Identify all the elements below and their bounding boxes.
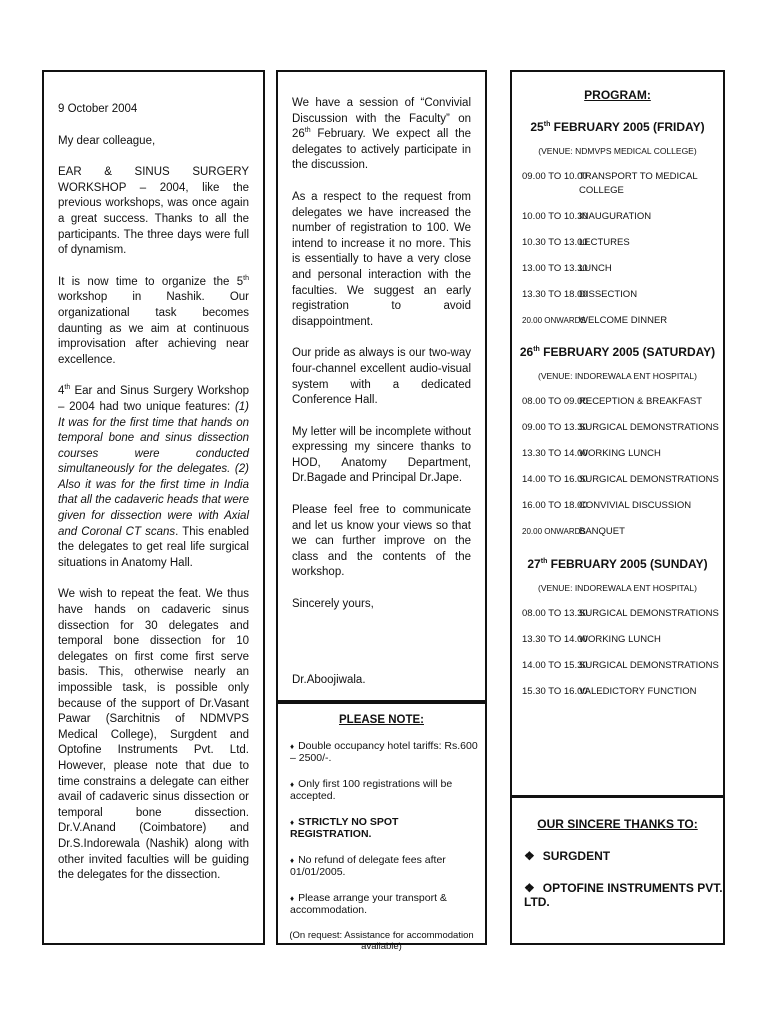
letter-paragraph-5: We have a session of “Convivial Discussion with the Faculty” on 26th February. We expect all the delegates to actively participate in the discussion. xyxy=(292,97,471,172)
letter-paragraph-3: 4th Ear and Sinus Surgery Workshop – 2004 had two unique features: (1) It was for the first time that hands on temporal bone and sinus dissection courses were conducted simultaneously for the delegates. (2) Also it was for the first time in India that all the cadaveric heads that were given for dissection were with Axial and Coronal CT scans. This enabled the delegates to get real life surgical situations in Anatomy Hall. xyxy=(58,384,249,569)
note-item: ♦ Please arrange your transport & accommodation. xyxy=(290,892,447,916)
schedule-row: 14.00 TO 15.30 SURGICAL DEMONSTRATIONS xyxy=(522,659,719,671)
schedule-row: 13.00 TO 13.30 LUNCH xyxy=(522,262,612,274)
note-item: ♦ Double occupancy hotel tariffs: Rs.600 – 2500/-. xyxy=(290,740,478,764)
diamond-bullet-icon: ♦ xyxy=(290,742,295,751)
letter-paragraph-7: Our pride as always is our two-way four-channel excellent audio-visual system with a dedicated Conference Hall. xyxy=(292,347,471,407)
note-item: ♦ No refund of delegate fees after 01/01/2005. xyxy=(290,854,446,878)
letter-paragraph-4: We wish to repeat the feat. We thus have hands on cadaveric sinus dissection for 30 delegates and temporal bone dissection for 10 delegates on first come first serve basis. This, otherwise nearly an impossible task, is possible only because of the support of Dr.Vasant Pawar (Sarchitnis of NDMVPS Medical College), Surgdent and Optofine Instruments Pvt. Ltd. However, please note that due to time constrains a delegate can either avail of cadaveric sinus dissection or temporal bone dissection. Dr.V.Anand (Coimbatore) and Dr.S.Indorewala (Nashik) along with other invited faculties will be guiding the delegates for the dissection. xyxy=(58,588,249,882)
schedule-row: 13.30 TO 14.00 WORKING LUNCH xyxy=(522,448,661,460)
schedule-row: 16.00 TO 18.00 CONVIVIAL DISCUSSION xyxy=(522,500,692,512)
schedule-row: 08.00 TO 13.30 SURGICAL DEMONSTRATIONS xyxy=(522,607,719,619)
diamond-bullet-icon: ♦ xyxy=(290,894,295,903)
program-box xyxy=(510,70,725,798)
day-venue: (VENUE: NDMVPS MEDICAL COLLEGE) xyxy=(538,146,697,156)
schedule-row: 10.30 TO 13.00 LECTURES xyxy=(522,236,630,248)
diamond-bullet-icon: ♦ xyxy=(290,818,295,827)
schedule-row: 08.00 TO 09.00 RECEPTION & BREAKFAST xyxy=(522,396,702,408)
thanks-item: ❖ SURGDENT xyxy=(524,849,611,863)
four-point-star-bullet-icon: ❖ xyxy=(524,881,535,895)
letter-paragraph-8: My letter will be incomplete without expressing my sincere thanks to HOD, Anatomy Department, Dr.Bagade and Principal Dr.Jape. xyxy=(292,425,471,485)
schedule-row: 10.00 TO 10.30 INAUGURATION xyxy=(522,210,652,222)
schedule-row: 13.30 TO 18.00 DISSECTION xyxy=(522,288,638,300)
note-item: ♦ Only first 100 registrations will be accepted. xyxy=(290,778,453,802)
letter-signature: Dr.Aboojiwala. xyxy=(292,673,366,686)
day-heading-saturday: 26th FEBRUARY 2005 (SATURDAY) xyxy=(519,345,716,360)
program-title: PROGRAM: xyxy=(584,88,651,102)
thanks-title: OUR SINCERE THANKS TO: xyxy=(537,817,698,831)
diamond-bullet-icon: ♦ xyxy=(290,780,295,789)
note-footnote: (On request: Assistance for accommodation available) xyxy=(289,930,474,952)
day-venue: (VENUE: INDOREWALA ENT HOSPITAL) xyxy=(537,582,697,593)
letter-paragraph-2: It is now time to organize the 5th workshop in Nashik. Our organizational task becomes daunting as we aim at continuous improvisation after achieving near excellence. xyxy=(58,274,249,366)
schedule-row: 09.00 TO 10.00 TRANSPORT TO MEDICAL COLLEGE xyxy=(522,171,698,196)
day-venue: (VENUE: INDOREWALA ENT HOSPITAL) xyxy=(537,371,697,382)
schedule-row: 20.00 ONWARDS WELCOME DINNER xyxy=(522,314,668,326)
please-note-box xyxy=(276,700,487,952)
letter-paragraph-1: EAR & SINUS SURGERY WORKSHOP – 2004, like the previous workshops, was once again a great success. Thanks to all the participants. The three days were full of dynamism. xyxy=(58,166,249,257)
schedule-row: 20.00 ONWARDS BANQUET xyxy=(522,526,625,538)
please-note-title: PLEASE NOTE: xyxy=(339,714,424,726)
schedule-row: 13.30 TO 14.00 WORKING LUNCH xyxy=(522,633,661,645)
day-heading-friday: 25th FEBRUARY 2005 (FRIDAY) xyxy=(530,120,705,134)
diamond-bullet-icon: ♦ xyxy=(290,856,295,865)
schedule-row: 15.30 TO 16.00 VALEDICTORY FUNCTION xyxy=(522,685,697,697)
letter-column-1 xyxy=(42,70,265,945)
letter-date: 9 October 2004 xyxy=(58,103,138,115)
letter-closing: Sincerely yours, xyxy=(292,598,374,611)
schedule-row: 14.00 TO 16.00 SURGICAL DEMONSTRATIONS xyxy=(522,474,719,486)
thanks-item: ❖ OPTOFINE INSTRUMENTS PVT. LTD. xyxy=(524,881,723,909)
schedule-row: 09.00 TO 13.30 SURGICAL DEMONSTRATIONS xyxy=(522,422,719,434)
letter-paragraph-6: As a respect to the request from delegates we have increased the number of registration to 100. We intend to increase it no more. This is essentially to have a very close and personal interaction with the faculties. We suggest an early registration to avoid disappointment. xyxy=(292,190,471,328)
letter-salutation: My dear colleague, xyxy=(58,134,156,147)
day-heading-sunday: 27th FEBRUARY 2005 (SUNDAY) xyxy=(527,556,708,571)
thanks-box xyxy=(510,795,725,945)
note-item: ♦ STRICTLY NO SPOT REGISTRATION. xyxy=(290,816,399,840)
letter-column-2 xyxy=(276,70,487,704)
letter-paragraph-9: Please feel free to communicate and let us know your views so that we can further improve on the class and the contents of the workshop. xyxy=(292,504,471,579)
four-point-star-bullet-icon: ❖ xyxy=(524,849,535,863)
